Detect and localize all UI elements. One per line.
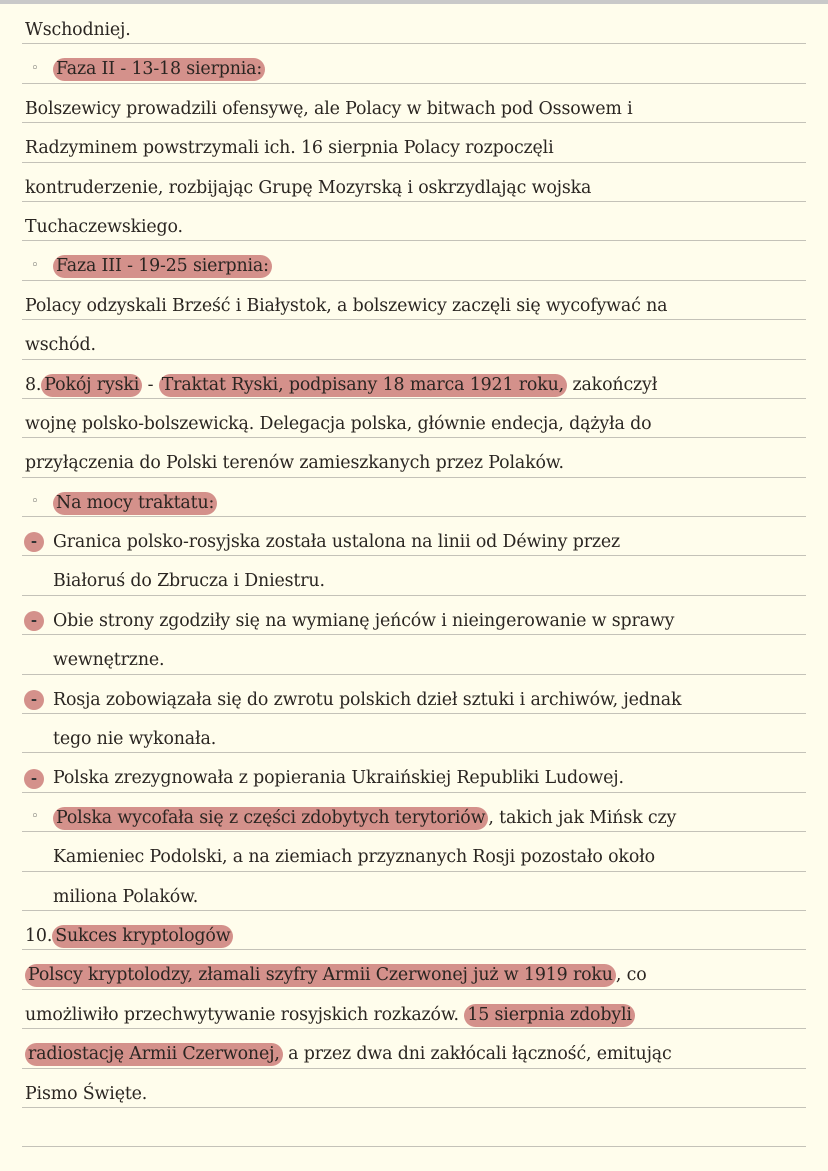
note-line [22,714,806,753]
line-text [25,1004,635,1025]
note-line [22,202,806,241]
note-line [22,1108,806,1147]
text-segment: umożliwiło przechwytywanie rosyjskich rozkazów. [25,1004,465,1025]
line-text [25,177,592,198]
note-line [22,320,806,359]
note-line [22,360,806,399]
highlighted-text: Polska wycofała się z części zdobytych terytoriów [53,807,488,830]
note-line [22,675,806,714]
line-text [25,19,131,40]
note-line [22,84,806,123]
text-segment: wojnę polsko-bolszewicką. Delegacja polska, głównie endecja, dążyła do [25,413,652,434]
note-line [22,478,806,517]
text-segment: przyłączenia do Polski terenów zamieszkanych przez Polaków. [25,453,564,474]
text-segment: Radzyminem powstrzymali ich. 16 sierpnia Polacy rozpoczęli [25,138,554,159]
line-text [25,337,96,354]
highlighted-text: 15 sierpnia zdobyli [464,1004,635,1027]
line-text [53,807,677,828]
text-segment: Bolszewicy prowadzili ofensywę, ale Polacy w bitwach pod Ossowem i [25,98,633,119]
text-segment: Tuchaczewskiego. [25,216,183,237]
text-segment: wschód. [25,335,96,356]
text-segment: kontruderzenie, rozbijając Grupę Mozyrską i oskrzydlając wojska [25,177,592,198]
highlighted-text: Faza III - 19-25 sierpnia: [53,255,272,278]
note-line [22,517,806,556]
highlighted-text: radiostację Armii Czerwonej, [25,1043,283,1066]
note-line [22,872,806,911]
text-segment: Białoruś do Zbrucza i Dniestru. [53,571,325,592]
line-text [53,258,272,275]
circle-bullet-icon: ◦ [31,809,39,825]
text-segment: , co [615,965,647,986]
line-text [25,295,668,316]
line-text [53,886,199,907]
highlighted-text: Polscy kryptolodzy, złamali szyfry Armii Czerwonej już w 1919 roku [25,964,616,987]
line-text [53,573,325,590]
note-line [22,44,806,83]
note-line [22,241,806,280]
note-line [22,911,806,950]
line-text [53,652,164,669]
line-text [25,216,183,237]
note-line [22,399,806,438]
note-line [22,635,806,674]
note-line [22,1069,806,1108]
text-segment: Wschodniej. [25,19,131,40]
note-line [22,163,806,202]
circle-bullet-icon: ◦ [31,60,39,76]
note-line [22,596,806,635]
line-text [25,374,658,395]
line-text [53,770,624,787]
line-text [53,610,675,631]
circle-bullet-icon: ◦ [31,257,39,273]
dash-bullet-icon: - [24,611,44,631]
text-segment: wewnętrzne. [53,650,165,671]
note-line [22,5,806,44]
text-segment: - [142,374,159,395]
top-border [0,0,828,4]
line-text [53,61,265,78]
line-text [53,689,682,710]
highlighted-text: Faza II - 13-18 sierpnia: [53,58,265,81]
text-segment: Obie strony zgodziły się na wymianę jeńców i nieingerowanie w sprawy [53,610,675,631]
text-segment: miliona Polaków. [53,886,199,907]
note-line [22,1029,806,1068]
text-segment: a przez dwa dni zakłócali łączność, emitując [282,1044,672,1065]
line-text [53,731,216,748]
highlighted-text: Sukces kryptologów [52,925,233,948]
text-segment: Granica polsko-rosyjska została ustalona na linii od Déwiny przez [53,532,621,553]
line-text [25,140,554,157]
dash-bullet-icon: - [24,769,44,789]
note-line [22,793,806,832]
line-text [25,925,233,946]
text-segment: Pismo Święte. [25,1083,148,1104]
text-segment: Polska zrezygnowała z popierania Ukraińskiej Republiki Ludowej. [53,768,624,789]
line-text [25,98,633,119]
line-text [25,1083,148,1104]
text-segment: Rosja zobowiązała się do zwrotu polskich dzieł sztuki i archiwów, jednak [53,689,682,710]
dash-bullet-icon: - [24,532,44,552]
text-segment: zakończył [567,374,658,395]
line-text [25,455,564,472]
circle-bullet-icon: ◦ [31,494,39,510]
highlighted-text: Traktat Ryski, podpisany 18 marca 1921 roku, [159,374,567,397]
note-line [22,990,806,1029]
note-line [22,281,806,320]
note-line [22,556,806,595]
note-line [22,753,806,792]
note-line [22,832,806,871]
line-text [53,492,217,513]
text-segment: 8. [25,374,42,395]
note-line [22,438,806,477]
line-text [25,967,647,984]
text-segment: 10. [25,925,53,946]
line-text [53,534,620,551]
text-segment: Polacy odzyskali Brześć i Białystok, a bolszewicy zaczęli się wycofywać na [25,295,668,316]
line-text [25,1046,672,1063]
text-segment: Kamieniec Podolski, a na ziemiach przyznanych Rosji pozostało około [53,847,655,868]
text-segment: , takich jak Mińsk czy [488,807,677,828]
highlighted-text: Na mocy traktatu: [53,492,217,515]
line-text [53,849,655,866]
lined-notes-page [22,5,806,1147]
dash-bullet-icon: - [24,690,44,710]
note-line [22,123,806,162]
text-segment: tego nie wykonała. [53,729,217,750]
line-text [25,413,652,434]
note-line [22,950,806,989]
highlighted-text: Pokój ryski [41,374,142,397]
